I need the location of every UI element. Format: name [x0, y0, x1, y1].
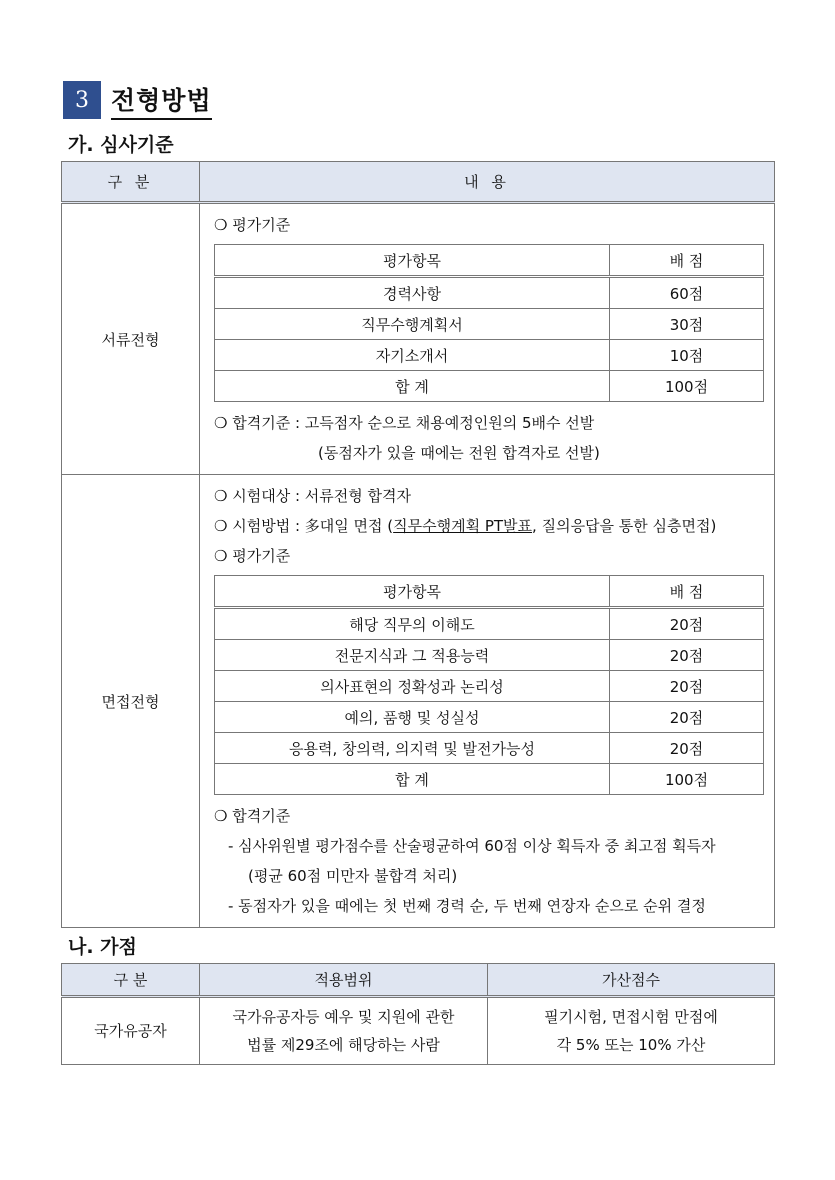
interview-screening-row: [62, 475, 775, 928]
document-pass-note: (동점자가 있을 때에는 전원 합격자로 선발): [318, 444, 600, 462]
bullet-icon: ❍: [214, 547, 228, 565]
criteria-heading: 가. 심사기준: [68, 134, 174, 156]
section-number: 3: [63, 81, 101, 119]
table-row: 예의, 품행 및 성실성 20점: [215, 702, 764, 733]
bullet-icon: ❍: [214, 487, 228, 505]
table-row: 경력사항 60점: [215, 277, 764, 309]
interview-pass-item-note: (평균 60점 미만자 불합격 처리): [248, 867, 458, 885]
bonus-points: 필기시험, 면접시험 만점에 각 5% 또는 10% 가산: [488, 997, 775, 1065]
table-row: 응용력, 창의력, 의지력 및 발전가능성 20점: [215, 733, 764, 764]
bonus-heading: 나. 가점: [68, 936, 137, 958]
interview-pass-item: - 동점자가 있을 때에는 첫 번째 경력 순, 두 번째 연장자 순으로 순위 결정: [228, 897, 706, 915]
document-content: [200, 203, 775, 475]
col-category-header: 구 분: [62, 162, 200, 203]
col-content-header: 내 용: [200, 162, 775, 203]
interview-eval-label: ❍ 평가기준: [214, 547, 291, 565]
document-score-table: [214, 244, 764, 402]
interview-target: ❍ 시험대상 : 서류전형 합격자: [214, 487, 411, 505]
pt-presentation-text: 직무수행계획 PT발표: [393, 517, 533, 535]
bonus-header-category: 구 분: [62, 964, 200, 997]
interview-category: 면접전형: [62, 475, 200, 928]
table-row-total: 합 계 100점: [215, 371, 764, 402]
document-eval-label: ❍ 평가기준: [214, 216, 291, 234]
interview-method: ❍ 시험방법 : 多대일 면접 (직무수행계획 PT발표, 질의응답을 통한 심층면접): [214, 517, 717, 535]
bullet-icon: ❍: [214, 517, 228, 535]
section-title: 전형방법: [111, 81, 212, 120]
bonus-header-points: 가산점수: [488, 964, 775, 997]
bonus-header-scope: 적용범위: [200, 964, 488, 997]
inner-header-score: 배 점: [610, 245, 764, 277]
interview-pass-label: ❍ 합격기준: [214, 807, 291, 825]
document-pass-criteria: ❍ 합격기준 : 고득점자 순으로 채용예정인원의 5배수 선발: [214, 414, 595, 432]
bonus-table: [61, 963, 775, 1065]
table-row: 의사표현의 정확성과 논리성 20점: [215, 671, 764, 702]
inner-header-item: 평가항목: [215, 245, 610, 277]
table-row-total: 합 계 100점: [215, 764, 764, 795]
bonus-category: 국가유공자: [62, 997, 200, 1065]
interview-pass-item: - 심사위원별 평가점수를 산술평균하여 60점 이상 획득자 중 최고점 획득자: [228, 837, 716, 855]
interview-score-table: [214, 575, 764, 795]
bullet-icon: ❍: [214, 414, 228, 432]
criteria-table: [61, 161, 775, 928]
bullet-icon: ❍: [214, 216, 228, 234]
inner-header-item: 평가항목: [215, 576, 610, 608]
bonus-scope: 국가유공자등 예우 및 지원에 관한 법률 제29조에 해당하는 사람: [200, 997, 488, 1065]
table-row: [62, 997, 775, 1065]
table-row: 전문지식과 그 적용능력 20점: [215, 640, 764, 671]
table-row: 해당 직무의 이해도 20점: [215, 608, 764, 640]
section-heading: [63, 80, 212, 120]
document-screening-row: [62, 203, 775, 475]
interview-content: [200, 475, 775, 928]
bullet-icon: ❍: [214, 807, 228, 825]
table-row: 자기소개서 10점: [215, 340, 764, 371]
table-row: 직무수행계획서 30점: [215, 309, 764, 340]
document-category: 서류전형: [62, 203, 200, 475]
inner-header-score: 배 점: [610, 576, 764, 608]
